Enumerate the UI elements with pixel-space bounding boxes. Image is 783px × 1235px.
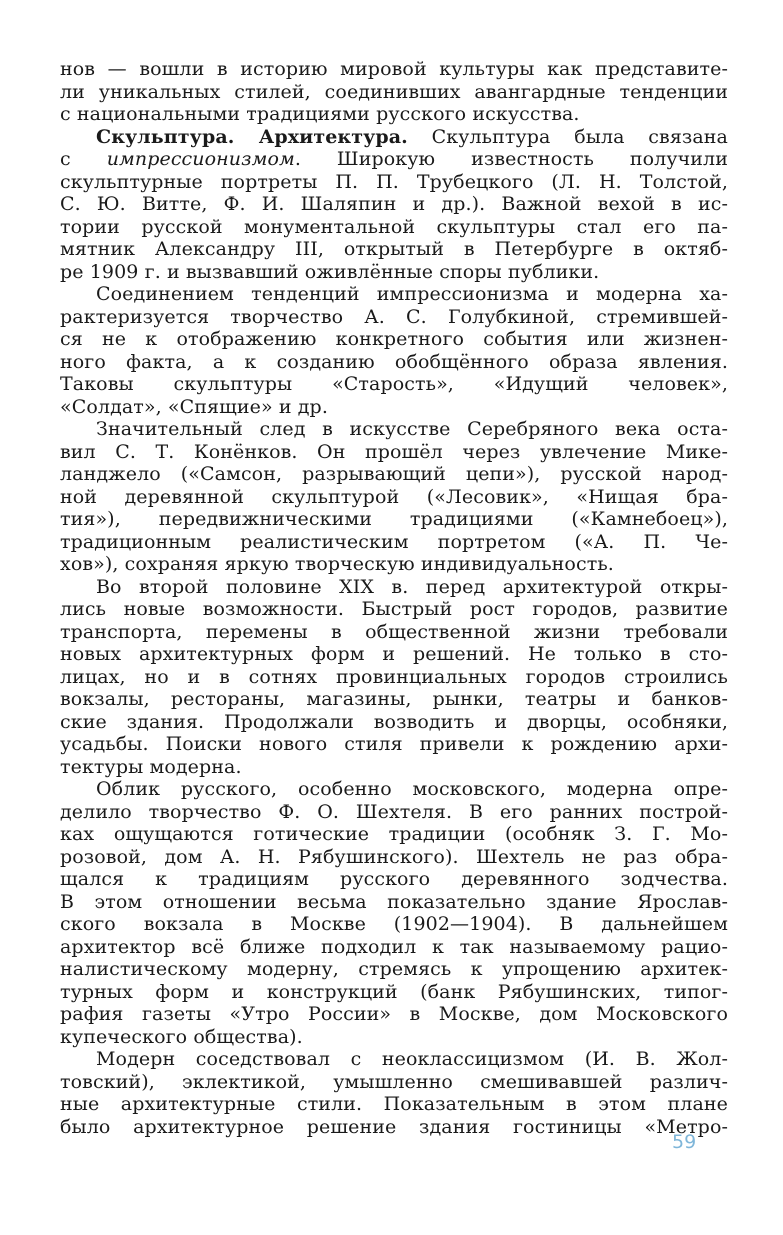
text-line: ские здания. Продолжали возводить и дворцы, особняки, bbox=[60, 710, 728, 733]
text-line: нов — вошли в историю мировой культуры как представите- bbox=[60, 58, 728, 80]
text-line: Таковы скульптуры «Старость», «Идущий человек», bbox=[60, 373, 728, 395]
text-line: Облик русского, особенно московского, модерна опре- bbox=[96, 778, 728, 800]
text-line: ского вокзала в Москве (1902—1904). В дальнейшем bbox=[60, 913, 728, 935]
text-line: Значительный след в искусстве Серебряного века оста- bbox=[96, 418, 728, 440]
line-prefix: с bbox=[60, 148, 107, 170]
text-line: архитектор всё ближе подходил к так называемому рацио- bbox=[60, 935, 728, 958]
text-line: В этом отношении весьма показательно здание Ярослав- bbox=[60, 890, 728, 913]
line-rest: . Широкую известность получили bbox=[294, 148, 728, 170]
text-line: ного факта, а к созданию обобщённого образа явления. bbox=[60, 350, 728, 373]
section-heading-line bbox=[60, 126, 728, 149]
italic-term: импрессионизмом bbox=[106, 148, 295, 170]
text-line: ланджело («Самсон, разрывающий цепи»), русской народ- bbox=[60, 463, 728, 485]
text-line: ся не к отображению конкретного события или жизнен- bbox=[60, 328, 728, 350]
heading-continuation: Скульптура была связана bbox=[407, 125, 728, 148]
text-line: ные архитектурные стили. Показательным в этом плане bbox=[60, 1093, 728, 1115]
text-line: рафия газеты «Утро России» в Москве, дом Московского bbox=[60, 1003, 728, 1025]
text-line: «Солдат», «Спящие» и др. bbox=[60, 395, 328, 418]
text-line: новых архитектурных форм и решений. Не только в сто- bbox=[60, 643, 728, 665]
text-line: скульптурные портреты П. П. Трубецкого (Л. Н. Толстой, bbox=[60, 170, 728, 193]
text-line: усадьбы. Поиски нового стиля привели к рождению архи- bbox=[60, 733, 728, 755]
text-line: тории русской монументальной скульптуры стал его па- bbox=[60, 215, 728, 238]
text-line: ре 1909 г. и вызвавший оживлённые споры публики. bbox=[60, 260, 600, 283]
text-line: розовой, дом А. Н. Рябушинского). Шехтель не раз обра- bbox=[60, 845, 728, 868]
text-line: Модерн соседствовал с неоклассицизмом (И. В. Жол- bbox=[96, 1048, 728, 1070]
text-line: с национальными традициями русского искусства. bbox=[60, 103, 580, 125]
text-line: хов»), сохраняя яркую творческую индивидуальность. bbox=[60, 553, 614, 575]
section-heading: Скульптура. Архитектура. bbox=[96, 125, 408, 148]
text-line: налистическому модерну, стремясь к упрощению архитек- bbox=[60, 958, 728, 980]
text-line: ной деревянной скульптурой («Лесовик», «Нищая бра- bbox=[60, 485, 728, 508]
text-line: вил С. Т. Конёнков. Он прошёл через увлечение Мике- bbox=[60, 440, 728, 463]
text-line: было архитектурное решение здания гостиницы «Метро- bbox=[60, 1115, 728, 1138]
text-line: традиционным реалистическим портретом («А. П. Че- bbox=[60, 530, 728, 553]
text-line bbox=[60, 148, 728, 171]
text-line: турных форм и конструкций (банк Рябушинских, типог- bbox=[60, 980, 728, 1003]
text-line: щался к традициям русского деревянного зодчества. bbox=[60, 868, 728, 890]
text-line: ли уникальных стилей, соединивших авангардные тенденции bbox=[60, 80, 728, 103]
text-line: вокзалы, рестораны, магазины, рынки, театры и банков- bbox=[60, 688, 728, 710]
page-number: 59 bbox=[672, 1131, 697, 1153]
text-line: мятник Александру III, открытый в Петербурге в октяб- bbox=[60, 238, 728, 260]
text-line: лись новые возможности. Быстрый рост городов, развитие bbox=[60, 598, 728, 620]
text-line: ках ощущаются готические традиции (особняк З. Г. Мо- bbox=[60, 823, 728, 845]
text-line: Во второй половине XIX в. перед архитектурой откры- bbox=[96, 575, 728, 598]
text-line: тия»), передвижническими традициями («Камнебоец»), bbox=[60, 508, 728, 530]
text-line: рактеризуется творчество А. С. Голубкиной, стремившей- bbox=[60, 305, 728, 328]
text-line: транспорта, перемены в общественной жизни требовали bbox=[60, 620, 728, 643]
text-line: товский), эклектикой, умышленно смешивавшей различ- bbox=[60, 1070, 728, 1093]
text-line: делило творчество Ф. О. Шехтеля. В его ранних построй- bbox=[60, 800, 728, 823]
text-line: тектуры модерна. bbox=[60, 755, 242, 778]
text-line: С. Ю. Витте, Ф. И. Шаляпин и др.). Важной вехой в ис- bbox=[60, 193, 728, 215]
text-line: купеческого общества). bbox=[60, 1025, 303, 1048]
text-line: лицах, но и в сотнях провинциальных городов строились bbox=[60, 665, 728, 688]
text-line: Соединением тенденций импрессионизма и модерна ха- bbox=[96, 283, 728, 305]
text-body bbox=[60, 58, 728, 1138]
